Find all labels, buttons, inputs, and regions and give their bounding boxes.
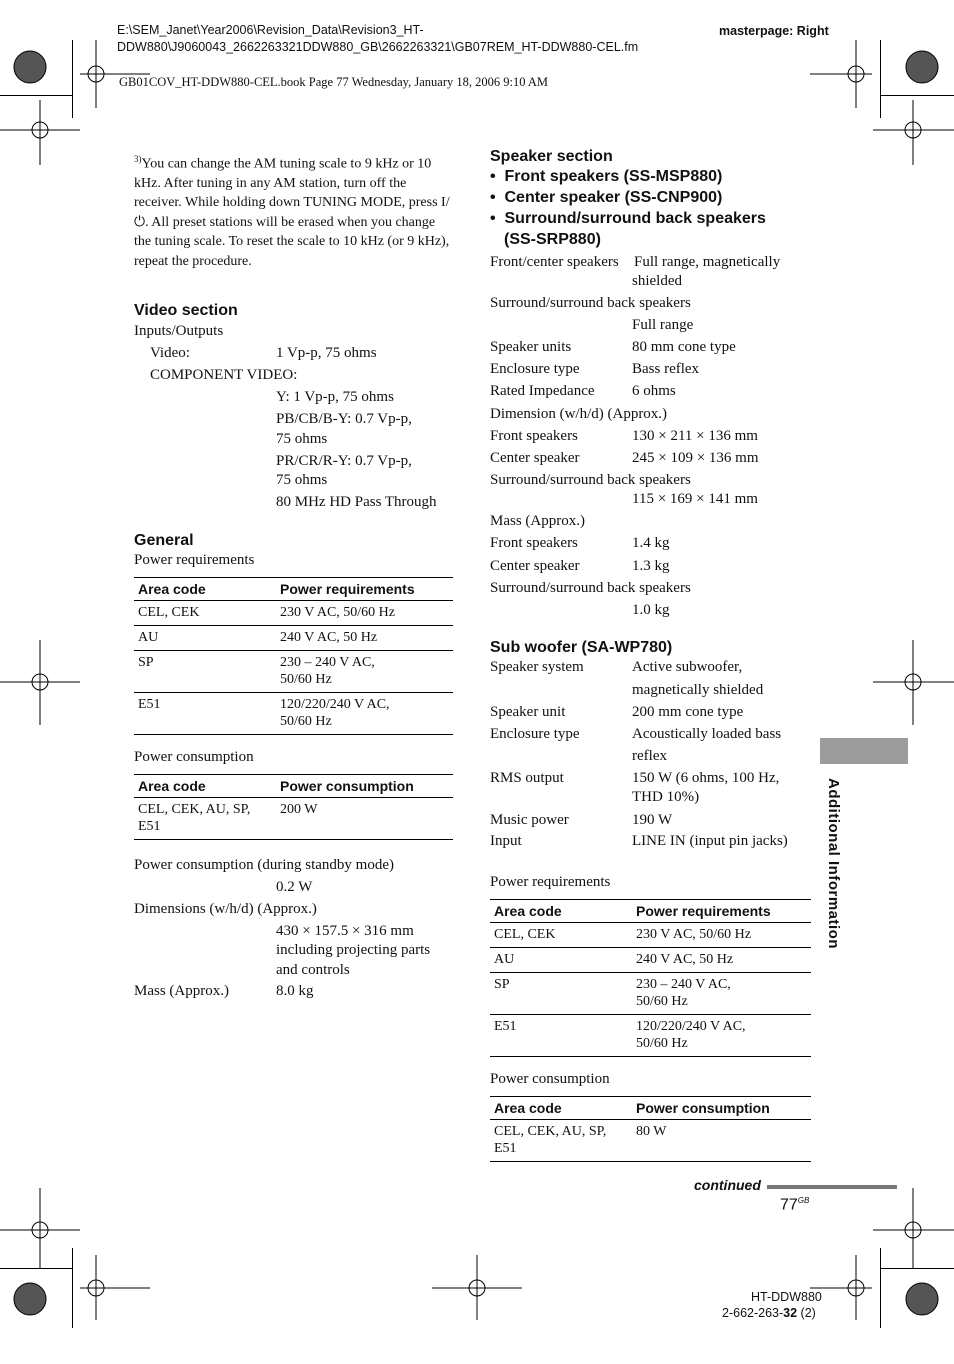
- power-cons-label: Power consumption: [134, 749, 254, 765]
- dimension-label: Dimension (w/h/d) (Approx.): [490, 406, 668, 422]
- continued-bar: [767, 1185, 897, 1189]
- video-value: 1 Vp-p, 75 ohms: [276, 345, 377, 361]
- table-cell: 120/220/240 V AC, 50/60 Hz: [632, 1015, 811, 1057]
- sub-enclosure-label: Enclosure type: [490, 726, 580, 742]
- sub-system-value-2: magnetically shielded: [632, 682, 764, 698]
- footnote-mark: 3): [134, 154, 142, 164]
- book-info: GB01COV_HT-DDW880-CEL.book Page 77 Wednesday, January 18, 2006 9:10 AM: [119, 75, 549, 89]
- mass-surround-label: Surround/surround back speakers: [490, 580, 691, 596]
- dim-front-value: 130 × 211 × 136 mm: [632, 428, 758, 444]
- enclosure-label: Enclosure type: [490, 361, 580, 377]
- component-pr: PR/CR/R-Y: 0.7 Vp-p,: [276, 453, 412, 469]
- dimensions-value: 430 × 157.5 × 316 mm: [276, 923, 414, 939]
- standby-value: 0.2 W: [276, 879, 313, 895]
- table-row: [134, 601, 453, 626]
- sub-music-value: 190 W: [632, 812, 673, 828]
- dimensions-value-3: and controls: [276, 962, 350, 978]
- table-row: [490, 973, 811, 1015]
- sub-power-cons-label: Power consumption: [490, 1071, 610, 1087]
- dim-center-label: Center speaker: [490, 450, 580, 466]
- sub-rms-value-2: THD 10%): [632, 789, 700, 805]
- table-header: Power consumption: [632, 1097, 811, 1120]
- model-number: HT-DDW880: [751, 1290, 822, 1304]
- dim-front-label: Front speakers: [490, 428, 578, 444]
- speaker-section-title: Speaker section: [490, 148, 613, 165]
- footnote-text: You can change the AM tuning scale to 9 kHz or 10 kHz. After tuning in any AM station, turn off the receiver. While holding down TUNING MODE, press I/⏻. All preset stations will be erased when you change the tuning scale. To reset the scale to 10 kHz (or 9 kHz), repeat the procedure.: [134, 156, 450, 269]
- mass-approx-label: Mass (Approx.): [490, 513, 585, 529]
- side-section-label: Additional Information: [825, 778, 842, 949]
- part-code: 2-662-263-32 (2): [722, 1306, 816, 1320]
- sub-input-value: LINE IN (input pin jacks): [632, 833, 788, 849]
- table-cell: AU: [134, 626, 276, 651]
- dim-center-value: 245 × 109 × 136 mm: [632, 450, 759, 466]
- enclosure-value: Bass reflex: [632, 361, 700, 377]
- component-hd: 80 MHz HD Pass Through: [276, 494, 437, 510]
- table-row: [134, 651, 453, 693]
- sub-enclosure-value-2: reflex: [632, 748, 667, 764]
- table-cell: SP: [490, 973, 632, 1015]
- table-cell: E51: [134, 693, 276, 735]
- video-io-label: Inputs/Outputs: [134, 323, 224, 339]
- table-cell: CEL, CEK, AU, SP, E51: [490, 1120, 632, 1162]
- power-req-label: Power requirements: [134, 552, 255, 568]
- video-section-title: Video section: [134, 302, 238, 319]
- file-path-line-2: DDW880\J9060043_2662263321DDW880_GB\2662263321\GB07REM_HT-DDW880-CEL.fm: [117, 40, 639, 54]
- power-cons-table-right: [490, 1096, 811, 1162]
- component-y: Y: 1 Vp-p, 75 ohms: [276, 389, 394, 405]
- table-cell: E51: [490, 1015, 632, 1057]
- mass-center-label: Center speaker: [490, 558, 580, 574]
- table-cell: 230 V AC, 50/60 Hz: [276, 601, 453, 626]
- front-center-value: Full range, magnetically: [634, 254, 781, 270]
- bullet-surround: • Surround/surround back speakers: [490, 210, 766, 227]
- table-header: Power requirements: [276, 578, 453, 601]
- standby-label: Power consumption (during standby mode): [134, 857, 394, 873]
- sub-rms-label: RMS output: [490, 770, 564, 786]
- general-section-title: General: [134, 532, 194, 549]
- dimensions-value-2: including projecting parts: [276, 942, 431, 958]
- table-cell: 240 V AC, 50 Hz: [632, 948, 811, 973]
- file-path-line-1: E:\SEM_Janet\Year2006\Revision_Data\Revision3_HT-: [117, 23, 424, 37]
- component-pb: PB/CB/B-Y: 0.7 Vp-p,: [276, 411, 412, 427]
- bullet-surround-model: (SS-SRP880): [504, 231, 601, 248]
- table-cell: CEL, CEK, AU, SP, E51: [134, 798, 276, 840]
- front-center-label: Front/center speakers: [490, 254, 619, 270]
- sub-unit-value: 200 mm cone type: [632, 704, 744, 720]
- table-row: [490, 948, 811, 973]
- front-center-value-2: shielded: [632, 273, 682, 289]
- subwoofer-title: Sub woofer (SA-WP780): [490, 639, 673, 656]
- masterpage-label: masterpage: Right: [719, 24, 829, 38]
- bullet-center: • Center speaker (SS-CNP900): [490, 189, 723, 206]
- table-header: Area code: [134, 578, 276, 601]
- table-cell: 230 – 240 V AC, 50/60 Hz: [276, 651, 453, 693]
- dim-surround-label: Surround/surround back speakers: [490, 472, 691, 488]
- table-cell: AU: [490, 948, 632, 973]
- sub-power-req-label: Power requirements: [490, 874, 611, 890]
- continued-label: continued: [694, 1177, 761, 1193]
- page-number: $77^{GB}$: [780, 1196, 810, 1214]
- sub-unit-label: Speaker unit: [490, 704, 566, 720]
- mass-front-value: 1.4 kg: [632, 535, 670, 551]
- table-cell: 200 W: [276, 798, 453, 840]
- table-row: [134, 626, 453, 651]
- component-pr-ohms: 75 ohms: [276, 472, 328, 488]
- speaker-units-label: Speaker units: [490, 339, 572, 355]
- table-header: Area code: [134, 775, 276, 798]
- power-req-table-left: [134, 577, 453, 735]
- table-cell: CEL, CEK: [134, 601, 276, 626]
- mass-surround-value: 1.0 kg: [632, 602, 670, 618]
- table-row: [490, 923, 811, 948]
- table-cell: 120/220/240 V AC, 50/60 Hz: [276, 693, 453, 735]
- power-cons-table-left: [134, 774, 453, 840]
- table-cell: CEL, CEK: [490, 923, 632, 948]
- footnote: [134, 150, 454, 271]
- component-pb-ohms: 75 ohms: [276, 431, 328, 447]
- section-tab: [820, 738, 908, 764]
- bullet-front: • Front speakers (SS-MSP880): [490, 168, 723, 185]
- table-cell: 230 V AC, 50/60 Hz: [632, 923, 811, 948]
- mass-value: 8.0 kg: [276, 983, 314, 999]
- surround-value: Full range: [632, 317, 694, 333]
- table-row: [134, 798, 453, 840]
- sub-system-label: Speaker system: [490, 659, 584, 675]
- sub-rms-value: 150 W (6 ohms, 100 Hz,: [632, 770, 780, 786]
- table-cell: 230 – 240 V AC, 50/60 Hz: [632, 973, 811, 1015]
- table-header: Power requirements: [632, 900, 811, 923]
- table-row: [490, 1015, 811, 1057]
- table-header: Area code: [490, 900, 632, 923]
- mass-front-label: Front speakers: [490, 535, 578, 551]
- surround-label: Surround/surround back speakers: [490, 295, 691, 311]
- video-label: Video:: [150, 345, 190, 361]
- table-cell: 240 V AC, 50 Hz: [276, 626, 453, 651]
- sub-input-label: Input: [490, 833, 522, 849]
- power-req-table-right: [490, 899, 811, 1057]
- component-video-label: COMPONENT VIDEO:: [150, 367, 298, 383]
- dimensions-label: Dimensions (w/h/d) (Approx.): [134, 901, 317, 917]
- speaker-units-value: 80 mm cone type: [632, 339, 736, 355]
- table-row: [490, 1120, 811, 1162]
- table-cell: 80 W: [632, 1120, 811, 1162]
- mass-center-value: 1.3 kg: [632, 558, 670, 574]
- table-header: Area code: [490, 1097, 632, 1120]
- mass-label: Mass (Approx.): [134, 983, 229, 999]
- table-header: Power consumption: [276, 775, 453, 798]
- impedance-value: 6 ohms: [632, 383, 676, 399]
- table-row: [134, 693, 453, 735]
- table-cell: SP: [134, 651, 276, 693]
- impedance-label: Rated Impedance: [490, 383, 595, 399]
- dim-surround-value: 115 × 169 × 141 mm: [632, 491, 758, 507]
- sub-system-value: Active subwoofer,: [632, 659, 743, 675]
- sub-enclosure-value: Acoustically loaded bass: [632, 726, 782, 742]
- sub-music-label: Music power: [490, 812, 569, 828]
